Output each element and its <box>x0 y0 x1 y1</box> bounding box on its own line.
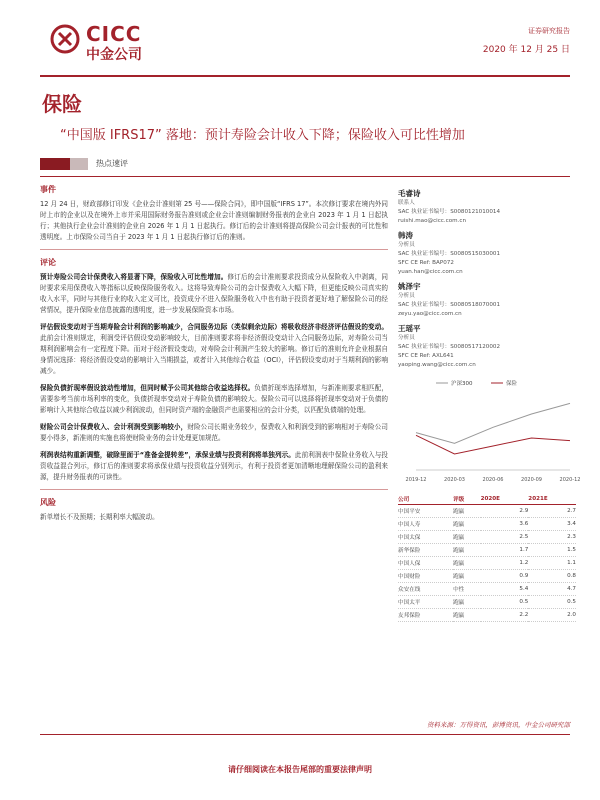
analyst-license: SAC 执业证书编号：S0080518070001 <box>398 302 501 308</box>
analyst-name: 韩涛 <box>398 231 413 240</box>
analyst-email[interactable]: zeyu.yao@cicc.com.cn <box>398 311 462 317</box>
analyst-sfc: SFC CE Ref: BAP072 <box>398 260 454 266</box>
section-divider <box>40 249 388 250</box>
analyst-block <box>398 323 576 370</box>
table-cell: 中国平安 <box>398 505 453 518</box>
table-cell: 跑赢 <box>453 544 481 557</box>
table-cell: 3.6 <box>481 518 529 531</box>
table-cell: 众安在线 <box>398 583 453 596</box>
table-cell: 中性 <box>453 583 481 596</box>
brand-name-en: CICC <box>86 22 142 46</box>
table-cell: 2.9 <box>481 505 529 518</box>
paragraph: 利润表结构重新调整，破除里面于“准备金提转差”，承保业绩与投资利润将单独列示。此前利润表中保险业务收入与投资收益混合列示，修订后的准则要求将承保业绩与投资收益分别列示，有利于投资者更加清晰地理解保险公司的盈利来源，提升财务报表的可读性。 <box>40 451 388 481</box>
paragraph: 评估假设变动对于当期寿险会计利润的影响减少，合同服务边际（类似剩余边际）将吸收经济非经济评估假设的变动。此前会计准则规定，利润受评估假设变动影响较大，目前准则要求将非经济假设变动计入合同服务边际，对寿险公司当期利润影响会有一定程度下降。而对于经济假设变动，对寿险会计利润产生较大的影响。修订后的准则允许企业根据自身情况选择：将经济假设变动的影响计入当期损益，或者计入其他综合收益（OCI），评估假设变动对于当期利润的影响减少。 <box>40 323 388 375</box>
table-cell: 2.7 <box>528 505 576 518</box>
analyst-email[interactable]: yaoping.wang@cicc.com.cn <box>398 362 476 368</box>
section-divider <box>40 489 388 490</box>
table-cell: 中国太保 <box>398 531 453 544</box>
legend-label: 保险 <box>506 381 518 387</box>
tag-bar-light <box>70 158 88 170</box>
line-chart <box>398 376 581 486</box>
table-cell: 2.3 <box>528 531 576 544</box>
valuation-table <box>398 494 576 622</box>
table-cell: 新华保险 <box>398 544 453 557</box>
analyst-name: 毛睿诗 <box>398 189 421 198</box>
series-line <box>416 403 570 443</box>
analyst-email[interactable]: ruishi.mao@cicc.com.cn <box>398 218 466 224</box>
table-header: 公司 <box>398 494 453 505</box>
section-heading: 事件 <box>40 185 56 194</box>
main-column <box>40 184 388 529</box>
analyst-role: 分析员 <box>398 242 415 248</box>
table-cell: 5.4 <box>481 583 529 596</box>
analyst-block <box>398 281 576 319</box>
table-cell: 0.9 <box>481 570 529 583</box>
table-cell: 2.0 <box>528 609 576 622</box>
table-row <box>398 570 576 583</box>
table-cell: 2.5 <box>481 531 529 544</box>
analyst-license: SAC 执业证书编号：S0080515030001 <box>398 251 501 257</box>
table-cell: 跑赢 <box>453 531 481 544</box>
x-tick-label: 2020-03 <box>444 477 465 483</box>
table-cell: 跑赢 <box>453 557 481 570</box>
x-tick-label: 2020-09 <box>521 477 542 483</box>
table-cell: 1.1 <box>528 557 576 570</box>
analyst-role: 分析员 <box>398 335 415 341</box>
legend-label: 沪深300 <box>451 381 473 387</box>
analyst-name: 王瑶平 <box>398 324 421 333</box>
table-cell: 4.7 <box>528 583 576 596</box>
section-heading: 评论 <box>40 258 56 267</box>
table-row <box>398 505 576 518</box>
title-divider <box>40 176 570 177</box>
section-event <box>40 184 388 243</box>
table-cell: 0.8 <box>528 570 576 583</box>
table-header: 2020E <box>481 494 529 505</box>
bottom-divider <box>40 734 570 735</box>
analyst-sfc: SFC CE Ref: AXL641 <box>398 353 454 359</box>
table-cell: 跑赢 <box>453 609 481 622</box>
table-cell: 跑赢 <box>453 570 481 583</box>
analyst-block <box>398 188 576 226</box>
brand-name-cn: 中金公司 <box>86 47 142 63</box>
table-cell: 1.2 <box>481 557 529 570</box>
section-risk <box>40 497 388 523</box>
report-title: “中国版 IFRS17” 落地：预计寿险会计收入下降；保险收入可比性增加 <box>60 128 465 143</box>
table-header-row <box>398 494 576 505</box>
table-cell: 中国财险 <box>398 570 453 583</box>
table-cell: 0.5 <box>528 596 576 609</box>
table-cell: 3.4 <box>528 518 576 531</box>
table-row <box>398 544 576 557</box>
table-cell: 跑赢 <box>453 518 481 531</box>
source-note: 资料来源：万得资讯，彭博资讯，中金公司研究部 <box>427 721 570 729</box>
table-cell: 跑赢 <box>453 505 481 518</box>
section-heading: 风险 <box>40 498 56 507</box>
analyst-name: 姚泽宇 <box>398 282 421 291</box>
analyst-license: SAC 执业证书编号：S0080517120002 <box>398 344 501 350</box>
analyst-license: SAC 执业证书编号：S0080121010014 <box>398 209 501 215</box>
table-row <box>398 583 576 596</box>
table-cell: 中国人寿 <box>398 518 453 531</box>
section-comment <box>40 257 388 483</box>
paragraph: 12 月 24 日，财政部修订印发《企业会计准则第 25 号——保险合同》，即中国版“IFRS 17”。本次修订要求在境内外同时上市的企业以及在境外上市并采用国际财务报告准则或企业会计准则编制财务报表的企业自 2023 年 1 月 1 日起执行；其他执行企业会计准则的企业自 2026 年 1 月 1 日起执行。修订后的会计准则将提高保险公司会计报表的可比性和透明度。上市保险公司当自于 2023 年 1 月 1 日起执行修订后的准则。 <box>40 200 388 241</box>
table-cell: 友邦保险 <box>398 609 453 622</box>
index-chart <box>398 376 581 490</box>
x-tick-label: 2019-12 <box>405 477 427 483</box>
table-row <box>398 518 576 531</box>
table-header: 2021E <box>528 494 576 505</box>
table-row <box>398 531 576 544</box>
sector-heading: 保险 <box>42 92 82 116</box>
paragraph: 保险负债折现率假设波动性增加，但同时赋予公司其他综合收益选择权。负债折现率选择增加，与新准则要求相匹配，需要参考当前市场利率的变化，负债折现率变动对于寿险负债的影响较大。保险公司可以选择将折现率变动对于负债的影响计入其他综合收益以减少利润波动，但同时资产端的金融资产也需要相应的会计分类，以匹配负债端的处理。 <box>40 384 389 414</box>
report-date: 2020 年 12 月 25 日 <box>482 45 570 55</box>
tag-bar <box>40 158 70 170</box>
legal-disclaimer-footer: 请仔细阅读在本报告尾部的重要法律声明 <box>228 765 372 774</box>
paragraph: 财险公司会计保费收入、会计利润受到影响较小，财险公司长期业务较少，保费收入和利润受到的影响相对于寿险公司要小得多，新准则的实施也将使财险业务的会计处理更加规范。 <box>40 423 389 442</box>
cicc-logo-icon <box>50 24 80 54</box>
report-type: 证券研究报告 <box>528 27 570 35</box>
table-row <box>398 596 576 609</box>
table-cell: 0.5 <box>481 596 529 609</box>
analyst-role: 分析员 <box>398 293 415 299</box>
analyst-role: 联系人 <box>398 200 415 206</box>
table-cell: 跑赢 <box>453 596 481 609</box>
table-cell: 2.2 <box>481 609 529 622</box>
report-tag: 热点速评 <box>96 159 128 168</box>
top-divider <box>40 75 570 77</box>
analyst-block <box>398 230 576 277</box>
table-row <box>398 609 576 622</box>
x-tick-label: 2020-06 <box>482 477 504 483</box>
side-column <box>398 184 581 622</box>
table-cell: 中国人保 <box>398 557 453 570</box>
paragraph: 新单增长不及预期；长期利率大幅波动。 <box>40 513 159 521</box>
table-cell: 1.5 <box>528 544 576 557</box>
table-header: 评级 <box>453 494 481 505</box>
table-cell: 1.7 <box>481 544 529 557</box>
paragraph: 预计寿险公司会计保费收入将显著下降，保险收入可比性增加。修订后的会计准则要求投资成分从保险收入中剥离，同时要求采用保费收入等指标以反映保险服务收入。这将导致寿险公司的会计保费收入大幅下降，但更能反映公司真实的收入水平，同时与其他行业的收入定义可比，投资成分不进入保险服务收入中也有助于投资者更好地了解保险公司的经营情况，提升保险业信息披露的透明度，进一步发展保险资本市场。 <box>40 273 388 314</box>
table-cell: 中国太平 <box>398 596 453 609</box>
analyst-email[interactable]: yuan.han@cicc.com.cn <box>398 269 463 275</box>
series-line <box>416 435 570 454</box>
table-row <box>398 557 576 570</box>
x-tick-label: 2020-12 <box>559 477 581 483</box>
